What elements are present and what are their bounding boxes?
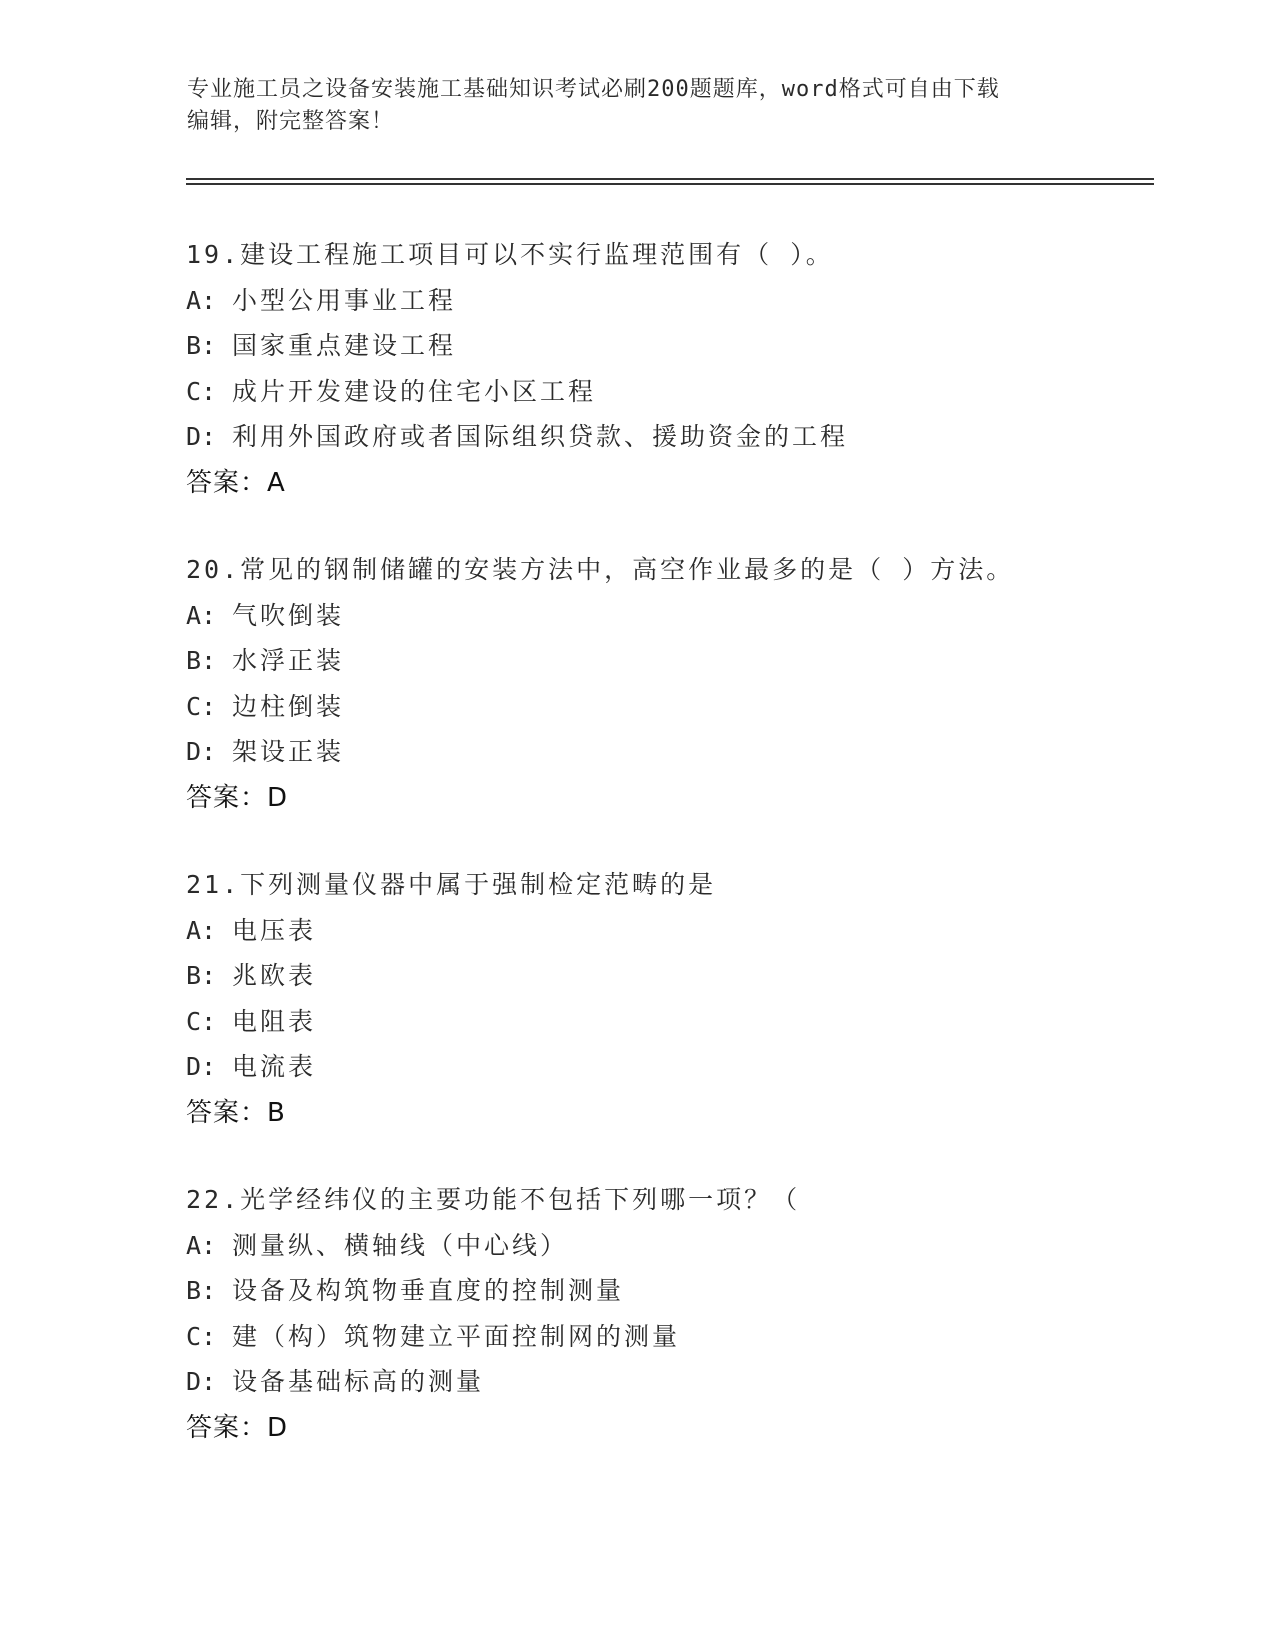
option-text: 成片开发建设的住宅小区工程	[232, 376, 597, 406]
option-c	[186, 684, 1146, 730]
option-text: 兆欧表	[232, 961, 317, 990]
answer-line	[186, 775, 1146, 821]
option-d	[186, 414, 1146, 460]
option-b	[186, 638, 1146, 684]
answer-value: D	[267, 1412, 289, 1443]
option-a	[186, 278, 1146, 324]
header-divider-bottom	[186, 183, 1154, 185]
option-label: B:	[186, 1276, 217, 1305]
option-c	[186, 369, 1146, 415]
option-c	[186, 1314, 1146, 1360]
option-label: D:	[186, 422, 217, 451]
option-d	[186, 1044, 1146, 1090]
answer-line	[186, 460, 1146, 506]
answer-label: 答案：	[186, 467, 268, 498]
option-text: 水浮正装	[232, 646, 345, 675]
option-label: D:	[186, 737, 217, 766]
answer-line	[186, 1090, 1146, 1136]
option-text: 架设正装	[232, 737, 345, 766]
option-d	[186, 1359, 1146, 1405]
option-text: 电阻表	[232, 1006, 317, 1036]
option-label: A:	[186, 915, 217, 945]
answer-label: 答案：	[186, 782, 268, 813]
option-text: 边柱倒装	[232, 691, 345, 721]
option-text: 测量纵、横轴线（中心线）	[232, 1230, 569, 1260]
option-label: A:	[186, 1230, 217, 1260]
option-text: 电流表	[232, 1052, 317, 1081]
option-text: 电压表	[232, 915, 317, 945]
option-label: C:	[186, 376, 217, 406]
option-label: A:	[186, 600, 217, 630]
answer-value: B	[267, 1097, 286, 1128]
answer-label: 答案：	[186, 1097, 268, 1128]
option-label: C:	[186, 1321, 217, 1351]
option-text: 小型公用事业工程	[232, 285, 457, 315]
option-label: C:	[186, 691, 217, 721]
header-divider-top	[186, 178, 1154, 180]
option-label: C:	[186, 1006, 217, 1036]
option-text: 利用外国政府或者国际组织贷款、援助资金的工程	[232, 422, 849, 451]
question-stem: 20.常见的钢制储罐的安装方法中，高空作业最多的是（ ）方法。	[186, 555, 1015, 584]
option-b	[186, 1268, 1146, 1314]
option-c	[186, 999, 1146, 1045]
question-stem: 19.建设工程施工项目可以不实行监理范围有（ ）。	[186, 240, 834, 269]
option-text: 设备及构筑物垂直度的控制测量	[232, 1276, 625, 1305]
option-a	[186, 1223, 1146, 1269]
option-a	[186, 593, 1146, 639]
answer-label: 答案：	[186, 1412, 268, 1443]
question-20	[186, 547, 1146, 821]
option-text: 设备基础标高的测量	[232, 1367, 485, 1396]
header-line-2: 编辑，附完整答案！	[187, 109, 395, 134]
option-b	[186, 953, 1146, 999]
option-d	[186, 729, 1146, 775]
option-label: D:	[186, 1052, 217, 1081]
option-a	[186, 908, 1146, 954]
question-19	[186, 232, 1146, 506]
option-text: 建（构）筑物建立平面控制网的测量	[232, 1321, 681, 1351]
question-21	[186, 862, 1146, 1136]
option-label: D:	[186, 1367, 217, 1396]
option-text: 气吹倒装	[232, 600, 345, 630]
option-b	[186, 323, 1146, 369]
question-stem: 22.光学经纬仪的主要功能不包括下列哪一项？（	[186, 1185, 801, 1214]
document-header	[187, 74, 1067, 138]
question-stem: 21.下列测量仪器中属于强制检定范畴的是	[186, 870, 717, 899]
answer-value: D	[267, 782, 289, 813]
question-22	[186, 1177, 1146, 1451]
answer-line	[186, 1405, 1146, 1451]
option-label: B:	[186, 646, 217, 675]
answer-value: A	[267, 467, 286, 498]
option-text: 国家重点建设工程	[232, 331, 457, 360]
option-label: B:	[186, 961, 217, 990]
header-line-1: 专业施工员之设备安装施工基础知识考试必刷200题题库，word格式可自由下载	[187, 77, 1000, 102]
option-label: B:	[186, 331, 217, 360]
option-label: A:	[186, 285, 217, 315]
